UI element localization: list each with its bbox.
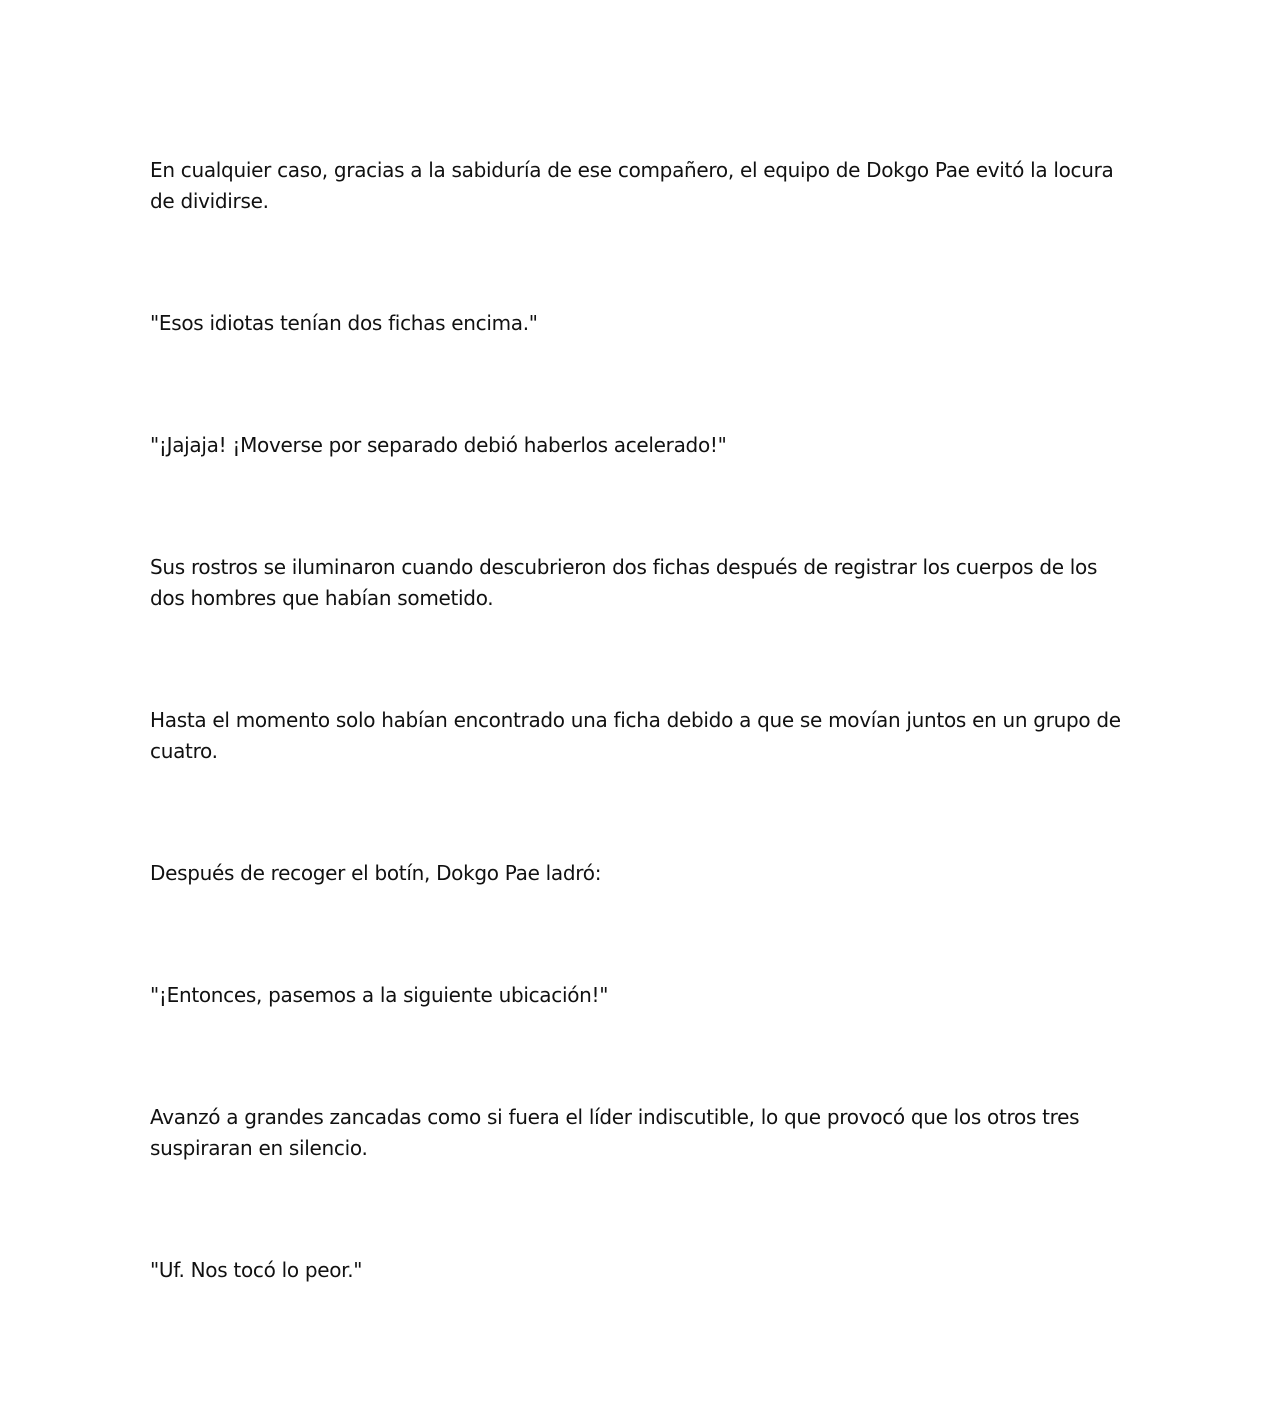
dialogue-line: "¡Entonces, pasemos a la siguiente ubicación!" bbox=[150, 983, 609, 1007]
paragraph: Avanzó a grandes zancadas como si fuera el líder indiscutible, lo que provocó que los otros tres suspiraran en silencio. bbox=[150, 1105, 1080, 1160]
dialogue-line: "Esos idiotas tenían dos fichas encima." bbox=[150, 311, 538, 335]
paragraph: Hasta el momento solo habían encontrado una ficha debido a que se movían juntos en un grupo de cuatro. bbox=[150, 708, 1121, 763]
paragraph: En cualquier caso, gracias a la sabiduría de ese compañero, el equipo de Dokgo Pae evitó la locura de dividirse. bbox=[150, 158, 1114, 213]
dialogue-line: "¡Jajaja! ¡Moverse por separado debió haberlos acelerado!" bbox=[150, 433, 727, 457]
paragraph: Después de recoger el botín, Dokgo Pae ladró: bbox=[150, 861, 602, 885]
paragraph: Sus rostros se iluminaron cuando descubrieron dos fichas después de registrar los cuerpos de los dos hombres que habían sometido. bbox=[150, 555, 1098, 610]
dialogue-line: "Uf. Nos tocó lo peor." bbox=[150, 1258, 363, 1282]
